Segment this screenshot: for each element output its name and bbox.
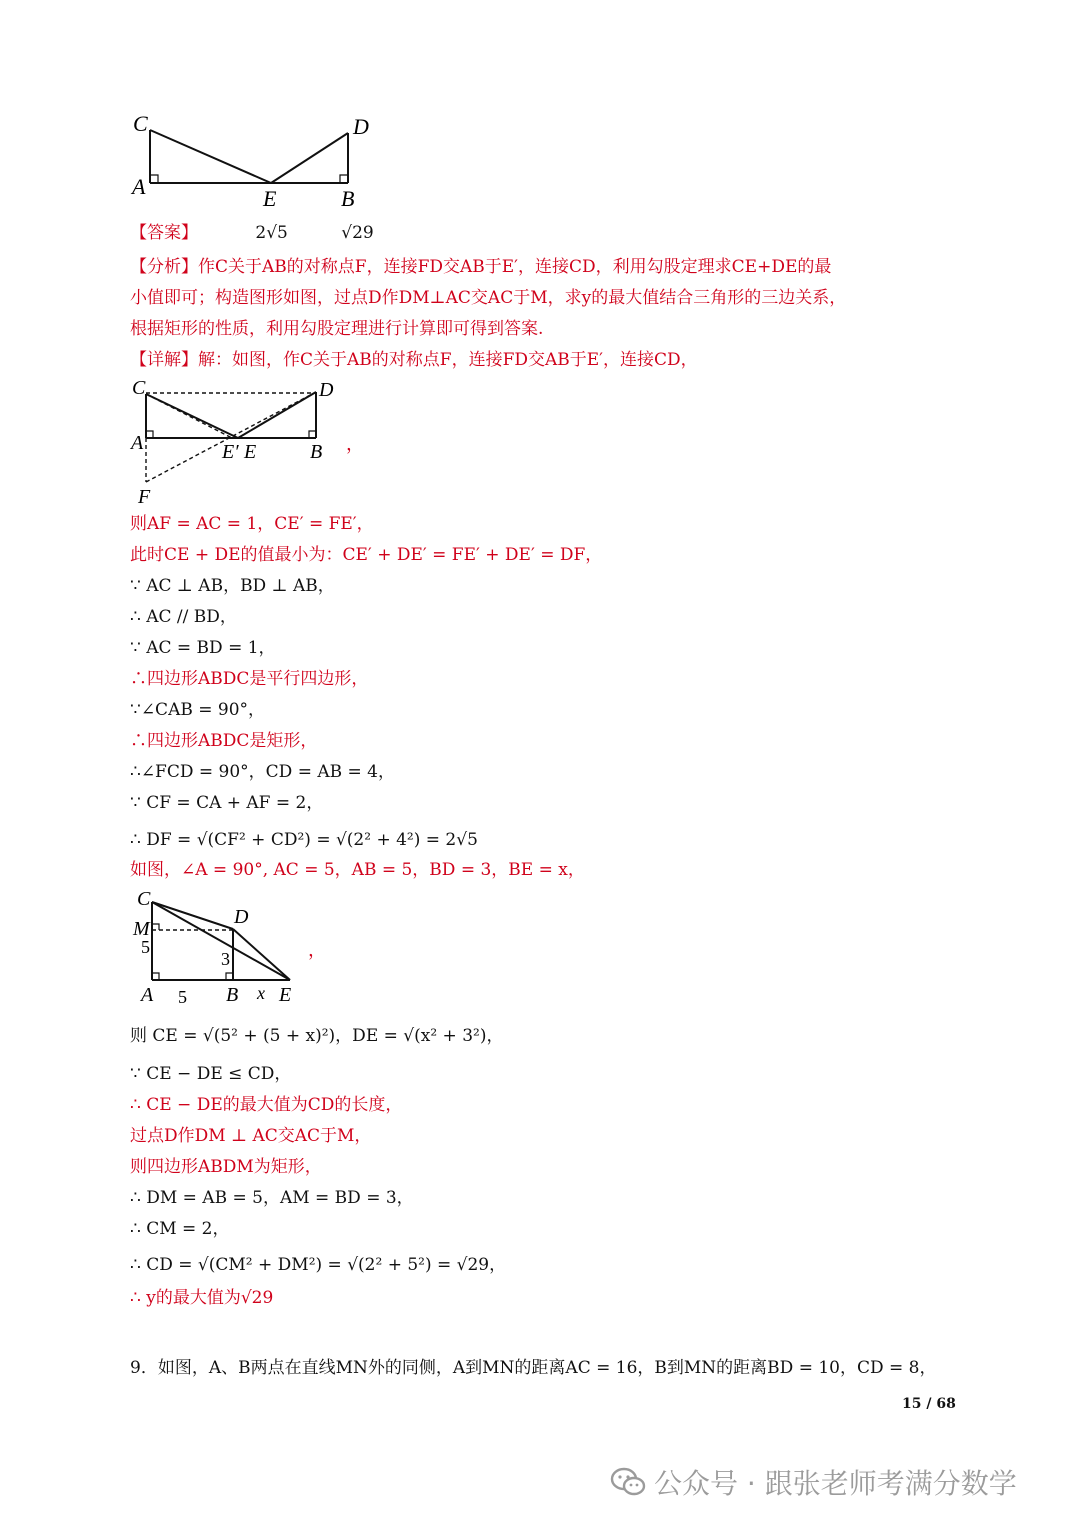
figure-3-tail: ，	[308, 940, 326, 960]
answer-label: 【答案】	[130, 223, 198, 243]
label-a: A	[132, 174, 146, 199]
right-angle-b	[309, 431, 316, 438]
wechat-icon	[610, 1467, 646, 1497]
label-e: E	[244, 441, 257, 463]
label-five-horizontal: 5	[178, 987, 187, 1007]
cd-formula-line: ∴ CD = √(CM² + DM²) = √(2² + 5²) = √29，	[130, 1255, 507, 1275]
label-x: x	[257, 983, 265, 1003]
step2-6: ∴ CM = 2，	[130, 1219, 230, 1239]
step2-5: ∴ DM = AB = 5，AM = BD = 3，	[130, 1188, 414, 1208]
step-8: ∴四边形ABDC是矩形，	[130, 731, 318, 751]
detail-text-1: 解：如图，作C关于AB的对称点F，连接FD交AB于E′，连接CD，	[198, 350, 698, 370]
detail-line-1	[130, 348, 698, 372]
answer-value-2: √29	[341, 223, 374, 243]
right-angle-a	[152, 973, 159, 980]
figure-3-diagram	[128, 884, 328, 1008]
segment-ed	[271, 133, 348, 183]
label-c: C	[133, 111, 148, 136]
label-c: C	[137, 888, 151, 910]
ce-de-formula-line: 则 CE = √(5² + (5 + x)²)，DE = √(x² + 3²)，	[130, 1026, 504, 1046]
step-1: 则AF = AC = 1，CE′ = FE′，	[130, 514, 374, 534]
figure-2-diagram	[128, 374, 368, 509]
label-m: M	[133, 918, 150, 940]
analysis-line-3: 根据矩形的性质，利用勾股定理进行计算即可得到答案.	[130, 319, 544, 339]
label-e: E	[279, 984, 292, 1006]
label-e: E	[263, 186, 277, 210]
label-f: F	[138, 486, 151, 508]
label-e-prime: E′	[222, 441, 239, 463]
analysis-line-1	[130, 255, 831, 279]
question-9: 9．如图，A、B两点在直线MN外的同侧，A到MN的距离AC = 16，B到MN的距离BD = 10，CD = 8，	[130, 1358, 937, 1378]
label-a: A	[141, 984, 154, 1006]
page-number: 15 / 68	[902, 1396, 956, 1412]
watermark-text: 公众号 · 跟张老师考满分数学	[654, 1467, 1017, 1500]
right-angle-m	[152, 924, 159, 930]
dashed-ce1	[146, 394, 232, 438]
label-d: D	[319, 379, 334, 401]
y-max-line: ∴ y的最大值为√29	[130, 1288, 274, 1308]
step-5: ∵ AC = BD = 1，	[130, 638, 276, 658]
step-4: ∴ AC // BD，	[130, 607, 237, 627]
segment-de	[233, 929, 290, 980]
step-9: ∴∠FCD = 90°，CD = AB = 4，	[130, 762, 396, 782]
step-7: ∵∠CAB = 90°，	[130, 700, 266, 720]
step2-3: 过点D作DM ⊥ AC交AC于M，	[130, 1126, 372, 1146]
detail-label: 【详解】	[130, 350, 198, 370]
step2-2: ∴ CE − DE的最大值为CD的长度，	[130, 1095, 403, 1115]
step-6: ∴四边形ABDC是平行四边形，	[130, 669, 369, 689]
step2-1: ∵ CE − DE ≤ CD，	[130, 1064, 292, 1084]
label-d: D	[234, 906, 249, 928]
label-three: 3	[221, 949, 230, 969]
intro-line-2: 如图，∠A = 90°, AC = 5，AB = 5，BD = 3，BE = x，	[130, 860, 585, 880]
answer-line	[130, 221, 374, 245]
answer-value-1: 2√5	[255, 223, 288, 243]
right-angle-a	[146, 431, 153, 438]
step-3: ∵ AC ⊥ AB，BD ⊥ AB，	[130, 576, 335, 596]
step-10: ∵ CF = CA + AF = 2，	[130, 793, 324, 813]
label-five-vertical: 5	[141, 937, 150, 957]
right-angle-b	[226, 973, 233, 980]
watermark	[610, 1462, 1017, 1502]
right-angle-b	[340, 175, 348, 183]
label-b: B	[226, 984, 239, 1006]
figure-2-tail: ，	[346, 434, 364, 454]
label-c: C	[132, 377, 146, 399]
segment-ce	[150, 130, 271, 183]
figure-1-diagram	[128, 110, 378, 210]
step2-4: 则四边形ABDM为矩形，	[130, 1157, 322, 1177]
analysis-text-1: 作C关于AB的对称点F，连接FD交AB于E′，连接CD，利用勾股定理求CE+DE的最	[198, 257, 832, 277]
label-a: A	[131, 432, 144, 454]
right-angle-a	[150, 175, 158, 183]
label-b: B	[341, 186, 355, 210]
df-formula-line: ∴ DF = √(CF² + CD²) = √(2² + 4²) = 2√5	[130, 830, 478, 850]
analysis-line-2: 小值即可；构造图形如图，过点D作DM⊥AC交AC于M，求y的最大值结合三角形的三边关系，	[130, 288, 847, 308]
label-b: B	[310, 441, 323, 463]
step-2: 此时CE + DE的值最小为：CE′ + DE′ = FE′ + DE′ = DF，	[130, 545, 603, 565]
analysis-label: 【分析】	[130, 257, 198, 277]
label-d: D	[353, 114, 369, 139]
